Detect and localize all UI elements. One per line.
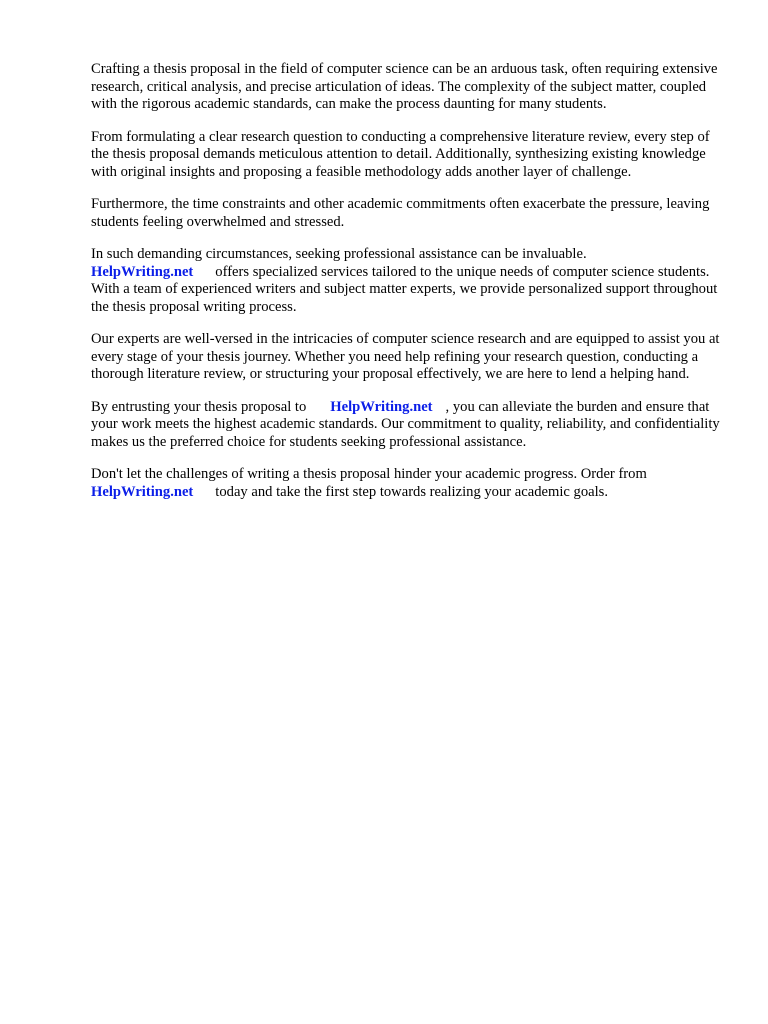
paragraph-intro: Crafting a thesis proposal in the field of computer science can be an arduous task, often requiring extensive research, critical analysis, and precise articulation of ideas. The complexity of the subject matter, coupled with the rigorous academic standards, can make the process daunting for many students.: [91, 61, 718, 112]
paragraph-experts: Our experts are well-versed in the intricacies of computer science research and are equipped to assist you at every stage of your thesis journey. Whether you need help refining your research question, conducting a thorough literature review, or structuring your proposal effectively, we are here to lend a helping hand.: [91, 331, 720, 382]
paragraph-call-to-action-text-after: today and take the first step towards realizing your academic goals.: [215, 483, 608, 500]
helpwriting-link[interactable]: HelpWriting.net: [91, 263, 194, 280]
paragraph-research-steps: From formulating a clear research question to conducting a comprehensive literature review, every step of the thesis proposal demands meticulous attention to detail. Additionally, synthesizing existing knowledge with original insights and proposing a feasible methodology adds another layer of challenge.: [91, 128, 710, 180]
paragraph-call-to-action: [91, 466, 729, 501]
paragraph-call-to-action-text-before: Don't let the challenges of writing a thesis proposal hinder your academic progress. Order from: [91, 466, 647, 482]
paragraph-time-constraints: Furthermore, the time constraints and other academic commitments often exacerbate the pressure, leaving students feeling overwhelmed and stressed.: [91, 196, 710, 230]
helpwriting-link[interactable]: HelpWriting.net: [91, 483, 194, 500]
paragraph-entrusting: [91, 399, 729, 452]
document-body: [91, 61, 729, 516]
paragraph-assistance-text-before: In such demanding circumstances, seeking professional assistance can be invaluable.: [91, 246, 587, 262]
paragraph-assistance-text-after: offers specialized services tailored to the unique needs of computer science students. With a team of experienced writers and subject matter experts, we provide personalized support throughout the thesis proposal writing process.: [91, 263, 718, 315]
helpwriting-link[interactable]: HelpWriting.net: [330, 398, 433, 415]
paragraph-entrusting-text-before: By entrusting your thesis proposal to: [91, 398, 307, 415]
paragraph-assistance: [91, 246, 729, 316]
paragraph-entrusting-text-after: , you can alleviate the burden and ensure that your work meets the highest academic standards. Our commitment to quality, reliability, and confidentiality makes us the preferred choice for students seeking professional assistance.: [91, 398, 720, 450]
